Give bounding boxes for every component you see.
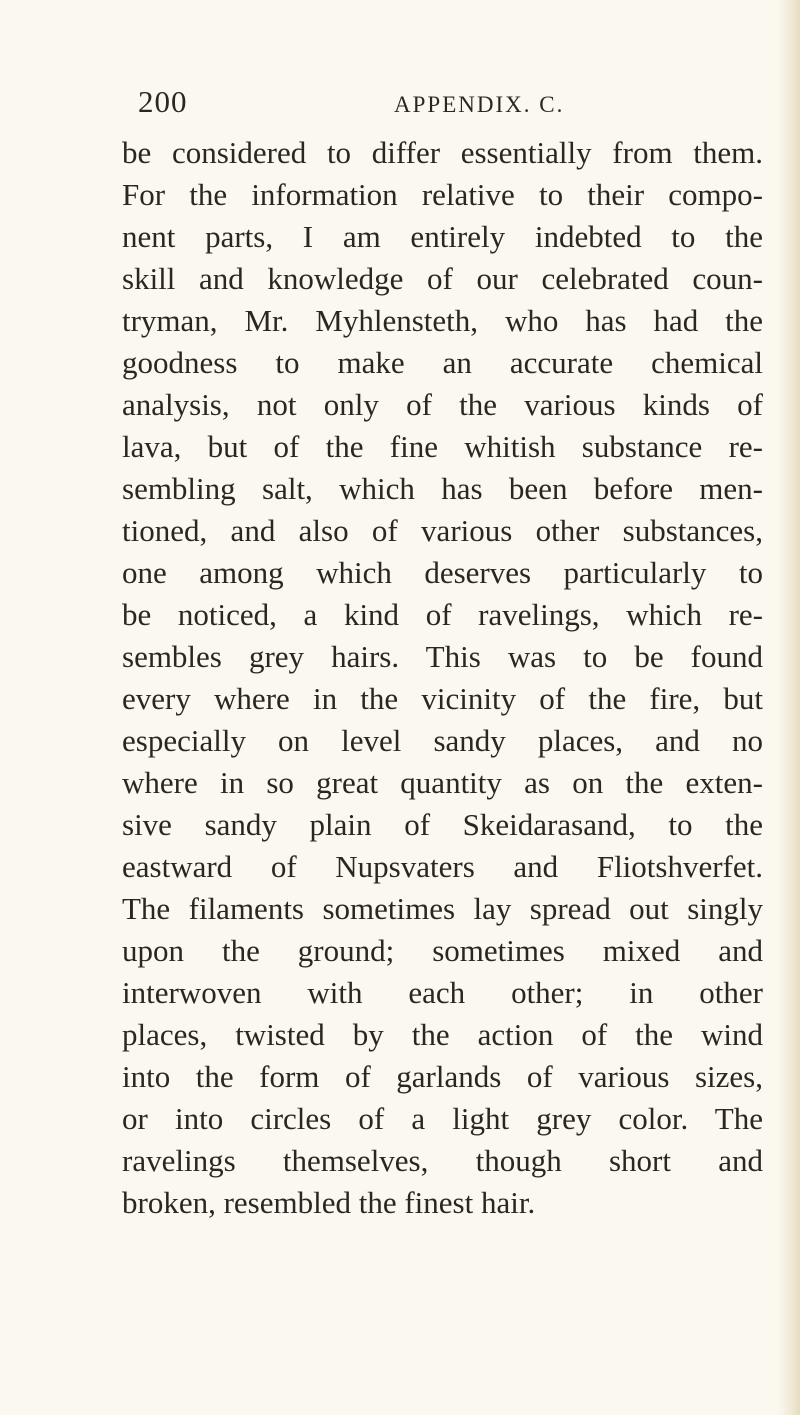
running-head: APPENDIX. C.	[394, 92, 565, 117]
page-header	[138, 84, 578, 120]
page-number: 200	[138, 84, 188, 119]
page-edge-shadow	[778, 0, 800, 1415]
